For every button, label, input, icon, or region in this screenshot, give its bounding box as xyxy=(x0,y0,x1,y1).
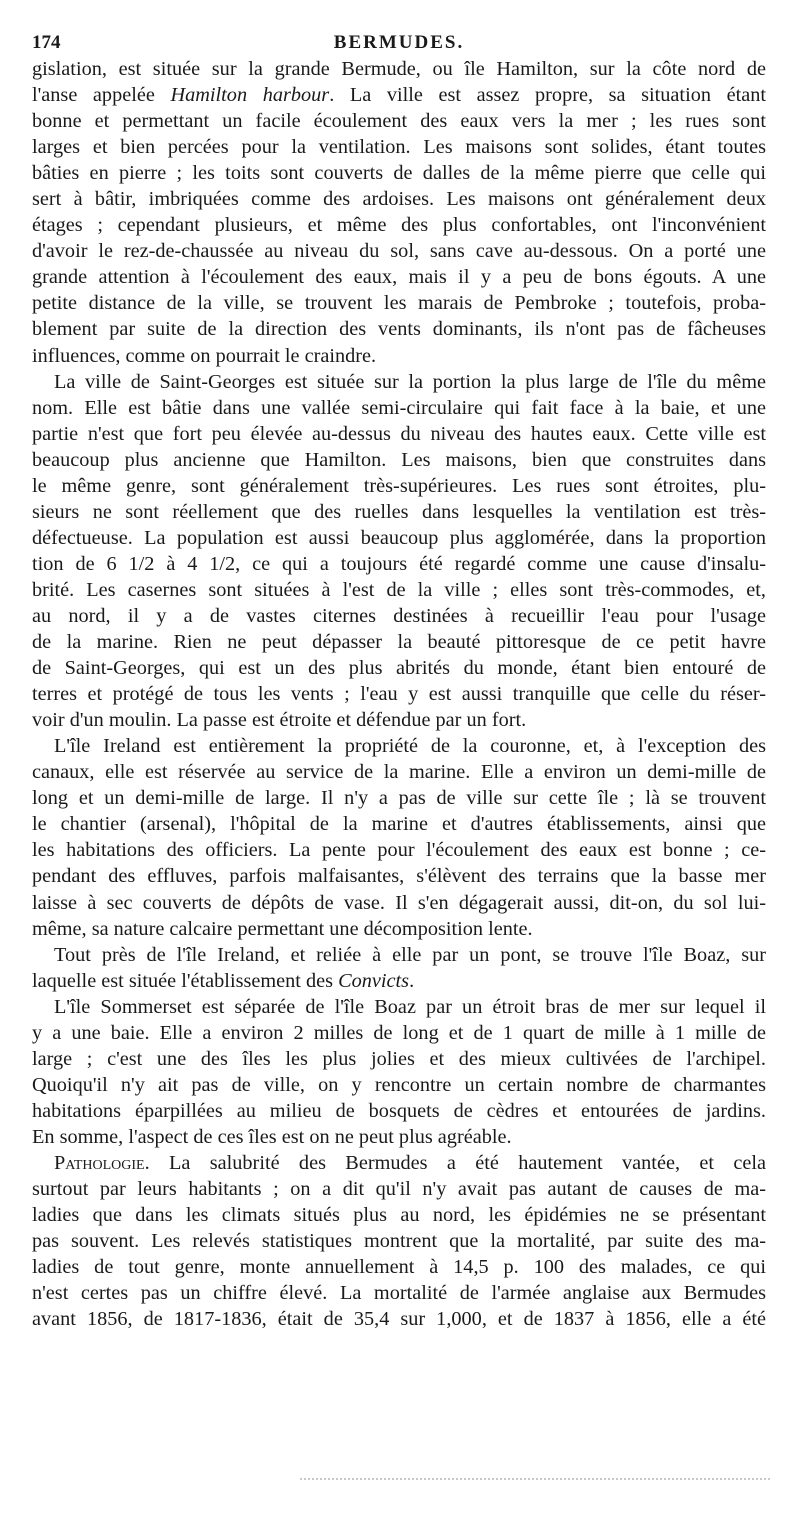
text-line: le même genre, sont généralement très-supérieures. Les rues sont étroites, plu- xyxy=(32,474,766,497)
text-line: ladies de tout genre, monte annuellement à 14,5 p. 100 des malades, ce qui xyxy=(32,1256,766,1279)
text-line: étages ; cependant plusieurs, et même des plus confortables, ont l'inconvénient xyxy=(32,214,766,237)
text-line: de Saint-Georges, qui est un des plus abrités du monde, étant bien entouré de xyxy=(32,657,766,680)
text-line: En somme, l'aspect de ces îles est on ne peut plus agréable. xyxy=(32,1125,512,1148)
book-page xyxy=(32,30,766,1332)
section-lead: Pathologie. xyxy=(54,1151,150,1174)
text-line: même, sa nature calcaire permettant une décomposition lente. xyxy=(32,917,533,940)
text-line: La ville de Saint-Georges est située sur la portion la plus large de l'île du même xyxy=(54,370,766,393)
text-line: L'île Ireland est entièrement la propriété de la couronne, et, à l'exception des xyxy=(54,735,766,758)
italic-term: Convicts xyxy=(338,969,410,992)
text-line: sieurs ne sont réellement que des ruelles dans lesquelles la ventilation est très- xyxy=(32,500,766,523)
text-line: larges et bien percées pour la ventilation. Les maisons sont solides, étant toutes xyxy=(32,136,766,159)
text-line: n'est certes pas un chiffre élevé. La mortalité de l'armée anglaise aux Bermudes xyxy=(32,1282,766,1305)
text-line: sert à bâtir, imbriquées comme des ardoises. Les maisons ont généralement deux xyxy=(32,188,766,211)
body-text xyxy=(32,56,766,1332)
text-line: brité. Les casernes sont situées à l'est de la ville ; elles sont très-commodes, et, xyxy=(32,578,766,601)
text-line: d'avoir le rez-de-chaussée au niveau du sol, sans cave au-dessous. On a porté une xyxy=(32,240,766,263)
text-line: tion de 6 1/2 à 4 1/2, ce qui a toujours été regardé comme une cause d'insalu- xyxy=(32,552,766,575)
text-line: L'île Sommerset est séparée de l'île Boaz par un étroit bras de mer sur lequel il xyxy=(54,995,766,1018)
text-line: bâties en pierre ; les toits sont couverts de dalles de la même pierre que celle qui xyxy=(32,162,766,185)
text-line: défectueuse. La population est aussi beaucoup plus agglomérée, dans la proportion xyxy=(32,526,766,549)
paragraph-ireland xyxy=(32,733,766,941)
paragraph-hamilton xyxy=(32,56,766,369)
text-line-part: laquelle est située l'établissement des xyxy=(32,969,339,992)
text-line: long et un demi-mille de large. Il n'y a pas de ville sur cette île ; là se trouvent xyxy=(32,787,766,810)
text-line: ladies que dans les climats situés plus au nord, les épidémies ne se présentant xyxy=(32,1204,766,1227)
text-line-part: La salubrité des Bermudes a été hautement vantée, et cela xyxy=(149,1151,766,1174)
text-line: surtout par leurs habitants ; on a dit qu'il n'y avait pas autant de causes de ma- xyxy=(32,1178,766,1201)
text-line: terres et protégé de tous les vents ; l'eau y est aussi tranquille que celle du réser- xyxy=(32,683,766,706)
text-line: les habitations des officiers. La pente pour l'écoulement des eaux est bonne ; ce- xyxy=(32,839,766,862)
text-line: de la marine. Rien ne peut dépasser la beauté pittoresque de ce petit havre xyxy=(32,631,766,654)
text-line: beaucoup plus ancienne que Hamilton. Les maisons, bien que construites dans xyxy=(32,448,766,471)
paragraph-pathologie xyxy=(32,1150,766,1332)
text-line-part: . xyxy=(409,969,415,992)
text-line: canaux, elle est réservée au service de la marine. Elle a environ un demi-mille de xyxy=(32,761,766,784)
italic-term: Hamilton harbour xyxy=(170,84,330,107)
running-head: BERMUDES. xyxy=(333,32,465,53)
text-line: pas souvent. Les relevés statistiques montrent que la mortalité, par suite des ma- xyxy=(32,1230,766,1253)
text-line: pendant des effluves, parfois malfaisantes, s'élèvent des terrains que la basse mer xyxy=(32,865,766,888)
page-number: 174 xyxy=(32,32,61,53)
text-line: bonne et permettant un facile écoulement des eaux vers la mer ; les rues sont xyxy=(32,110,766,133)
paragraph-saint-georges xyxy=(32,369,766,734)
text-line: influences, comme on pourrait le craindre. xyxy=(32,344,377,367)
paragraph-boaz xyxy=(32,942,766,994)
text-line xyxy=(32,82,766,108)
text-line: gislation, est située sur la grande Bermude, ou île Hamilton, sur la côte nord de xyxy=(32,58,766,80)
text-line: nom. Elle est bâtie dans une vallée semi-circulaire qui fait face à la baie, et une xyxy=(32,396,766,419)
text-line: au nord, il y a de vastes citernes destinées à recueillir l'eau pour l'usage xyxy=(32,604,766,627)
text-line: avant 1856, de 1817-1836, était de 35,4 sur 1,000, et de 1837 à 1856, elle a été xyxy=(32,1308,766,1331)
text-line: Tout près de l'île Ireland, et reliée à elle par un pont, se trouve l'île Boaz, sur xyxy=(54,943,766,966)
paragraph-sommerset xyxy=(32,994,766,1150)
text-line-part: . La ville est assez propre, sa situation étant xyxy=(329,84,767,107)
text-line: grande attention à l'écoulement des eaux, mais il y a peu de bons égouts. A une xyxy=(32,266,766,289)
text-line: laisse à sec couverts de dépôts de vase. Il s'en dégagerait aussi, dit-on, du sol lui- xyxy=(32,891,766,914)
text-line xyxy=(32,1150,766,1176)
text-line: large ; c'est une des îles les plus jolies et des mieux cultivées de l'archipel. xyxy=(32,1047,766,1070)
text-line: le chantier (arsenal), l'hôpital de la marine et d'autres établissements, ainsi que xyxy=(32,813,766,836)
text-line-part: l'anse appelée xyxy=(32,84,171,107)
text-line: habitations éparpillées au milieu de bosquets de cèdres et entourées de jardins. xyxy=(32,1099,766,1122)
scan-artifact xyxy=(300,1478,770,1482)
text-line: blement par suite de la direction des vents dominants, ils n'ont pas de fâcheuses xyxy=(32,318,766,341)
page-header xyxy=(32,30,766,56)
text-line: voir d'un moulin. La passe est étroite et défendue par un fort. xyxy=(32,709,527,732)
text-line: petite distance de la ville, se trouvent les marais de Pembroke ; toutefois, proba- xyxy=(32,292,766,315)
text-line xyxy=(32,968,766,994)
text-line: Quoiqu'il n'y ait pas de ville, on y rencontre un certain nombre de charmantes xyxy=(32,1073,766,1096)
text-line: y a une baie. Elle a environ 2 milles de long et de 1 quart de mille à 1 mille de xyxy=(32,1021,766,1044)
text-line: partie n'est que fort peu élevée au-dessus du niveau des hautes eaux. Cette ville est xyxy=(32,422,766,445)
